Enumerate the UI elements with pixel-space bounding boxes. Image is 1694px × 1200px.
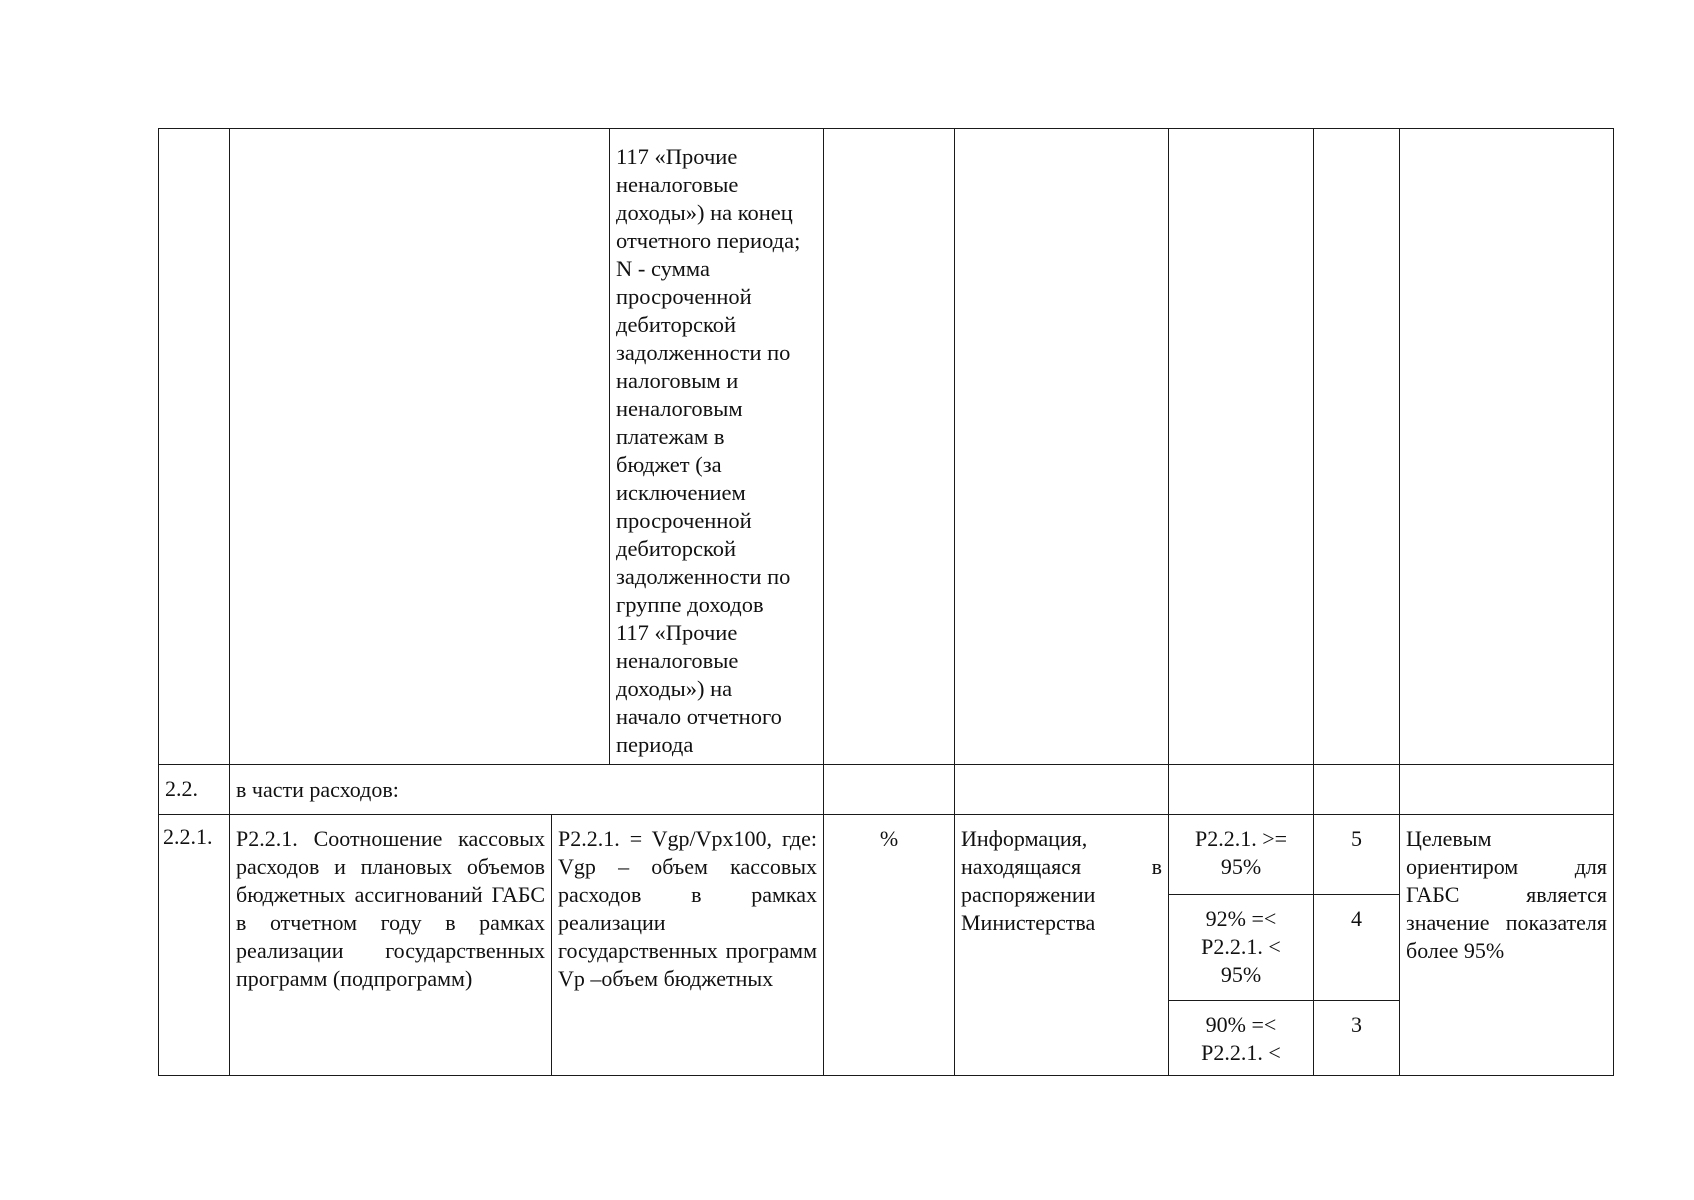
row1-col-unit xyxy=(823,128,954,764)
score-1: 5 xyxy=(1313,814,1399,894)
row1-col-number xyxy=(158,128,229,764)
row1-col-score xyxy=(1313,128,1399,764)
row2-col-unit xyxy=(823,764,954,814)
condition-3: 90% =< P2.2.1. < xyxy=(1168,1000,1313,1076)
indicator-source: Информация, находящаяся в распоряжении Министерства xyxy=(954,814,1168,1076)
row2-col-condition xyxy=(1168,764,1313,814)
indicator-unit: % xyxy=(823,814,954,1076)
row2-col-source xyxy=(954,764,1168,814)
score-2: 4 xyxy=(1313,894,1399,1000)
condition-1: P2.2.1. >= 95% xyxy=(1168,814,1313,894)
indicator-name: P2.2.1. Соотношение кассовых расходов и плановых объемов бюджетных ассигнований ГАБС в отчетном году в рамках реализации государственных программ (подпрограмм) xyxy=(229,814,551,1076)
section-number: 2.2. xyxy=(158,764,229,814)
indicator-formula: P2.2.1. = Vgp/Vpx100, где: Vgp – объем кассовых расходов в рамках реализации государственных программ Vp –объем бюджетных xyxy=(551,814,823,1076)
row1-col-target xyxy=(1399,128,1614,764)
score-3: 3 xyxy=(1313,1000,1399,1076)
condition-2: 92% =< P2.2.1. < 95% xyxy=(1168,894,1313,1000)
row1-col-name xyxy=(229,128,609,764)
row1-col-condition xyxy=(1168,128,1313,764)
indicator-target: Целевым ориентиром для ГАБС является значение показателя более 95% xyxy=(1399,814,1614,1076)
row1-col-source xyxy=(954,128,1168,764)
section-title: в части расходов: xyxy=(229,764,823,814)
row2-col-target xyxy=(1399,764,1614,814)
row2-col-score xyxy=(1313,764,1399,814)
row1-formula-cell: 117 «Прочие неналоговые доходы») на конец отчетного периода; N - сумма просроченной дебиторской задолженности по налоговым и неналоговым платежам в бюджет (за исключением просроченной дебиторской задолженности по группе доходов 117 «Прочие неналоговые доходы») на начало отчетного периода xyxy=(609,128,823,764)
indicator-number: 2.2.1. xyxy=(158,814,229,1076)
